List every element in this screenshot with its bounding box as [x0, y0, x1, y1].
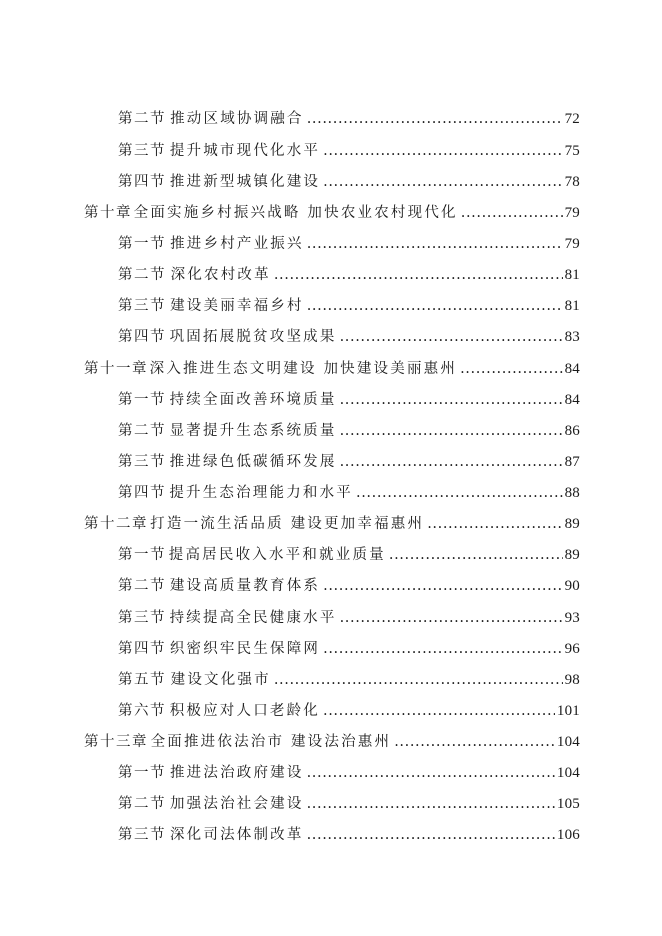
entry-number: 第三节: [118, 143, 166, 159]
toc-chapter-entry[interactable]: [84, 201, 580, 225]
toc-entry[interactable]: [118, 481, 580, 505]
entry-page-number: 79: [564, 236, 580, 252]
entry-page-number: 104: [556, 734, 580, 750]
dot-leader: [356, 481, 563, 505]
dot-leader: [274, 263, 563, 287]
entry-page-number: 89: [564, 516, 580, 532]
dot-leader: [461, 201, 563, 225]
entry-title: 提升城市现代化水平: [169, 143, 321, 159]
toc-entry[interactable]: [118, 823, 580, 847]
toc-entry[interactable]: [118, 294, 580, 318]
entry-page-number: 78: [564, 174, 580, 190]
toc-entry[interactable]: [118, 637, 580, 661]
entry-page-number: 90: [564, 578, 580, 594]
dot-leader: [323, 637, 562, 661]
entry-number: 第一节: [118, 547, 166, 563]
dot-leader: [307, 294, 563, 318]
entry-number: 第三节: [118, 827, 166, 843]
toc-entry[interactable]: [118, 574, 580, 598]
toc-chapter-entry[interactable]: [84, 512, 580, 536]
entry-page-number: 81: [564, 267, 580, 283]
entry-page-number: 96: [564, 641, 580, 657]
entry-title: 提高居民收入水平和就业质量: [168, 547, 386, 563]
entry-page-number: 98: [564, 672, 580, 688]
entry-number: 第二节: [118, 267, 166, 283]
entry-page-number: 105: [556, 796, 580, 812]
toc-entry[interactable]: [118, 263, 580, 287]
entry-title: 推进新型城镇化建设: [169, 174, 321, 190]
toc-entry[interactable]: [118, 792, 580, 816]
entry-number: 第二节: [118, 423, 166, 439]
entry-number: 第三节: [118, 298, 166, 314]
entry-page-number: 86: [564, 423, 580, 439]
toc-entry[interactable]: [118, 668, 580, 692]
chapter-number: 第十章: [84, 205, 132, 221]
entry-title: 推进绿色低碳循环发展: [169, 454, 337, 470]
entry-title: 提升生态治理能力和水平: [169, 485, 354, 501]
toc-entry[interactable]: [118, 606, 580, 630]
entry-title: 深化司法体制改革: [169, 827, 304, 843]
dot-leader: [323, 574, 562, 598]
entry-title: 推进乡村产业振兴: [170, 236, 304, 252]
entry-number: 第二节: [118, 578, 166, 594]
entry-page-number: 93: [564, 610, 580, 626]
entry-page-number: 104: [556, 765, 580, 781]
dot-leader: [340, 606, 563, 630]
entry-title: 加强法治社会建设: [169, 796, 304, 812]
entry-title: 持续提高全民健康水平: [169, 610, 337, 626]
chapter-title: 打造一流生活品质 建设更加幸福惠州: [150, 516, 425, 532]
chapter-number: 第十一章: [84, 361, 148, 377]
dot-leader: [340, 388, 563, 412]
toc-entry[interactable]: [118, 543, 580, 567]
entry-page-number: 84: [564, 361, 580, 377]
toc-entry[interactable]: [118, 450, 580, 474]
entry-number: 第四节: [118, 329, 166, 345]
chapter-title: 全面推进依法治市 建设法治惠州: [150, 734, 392, 750]
entry-number: 第一节: [118, 392, 166, 408]
entry-page-number: 88: [564, 485, 580, 501]
entry-number: 第二节: [118, 111, 166, 127]
dot-leader: [307, 823, 555, 847]
chapter-title: 深入推进生态文明建设 加快建设美丽惠州: [149, 361, 458, 377]
entry-title: 织密织牢民生保障网: [169, 641, 321, 657]
entry-title: 推动区域协调融合: [170, 111, 304, 127]
toc-entry[interactable]: [118, 699, 580, 723]
toc-entry[interactable]: [118, 761, 580, 785]
entry-number: 第二节: [118, 796, 166, 812]
toc-entry[interactable]: [118, 139, 580, 163]
dot-leader: [323, 699, 555, 723]
entry-title: 持续全面改善环境质量: [169, 392, 337, 408]
entry-number: 第五节: [118, 672, 166, 688]
entry-page-number: 79: [564, 205, 580, 221]
dot-leader: [307, 107, 563, 131]
dot-leader: [323, 170, 562, 194]
entry-number: 第三节: [118, 454, 166, 470]
chapter-number: 第十二章: [84, 516, 148, 532]
dot-leader: [389, 543, 563, 567]
dot-leader: [340, 325, 563, 349]
entry-title: 建设文化强市: [170, 672, 271, 688]
dot-leader: [307, 792, 555, 816]
entry-title: 积极应对人口老龄化: [169, 703, 321, 719]
toc-entry[interactable]: [118, 232, 580, 256]
dot-leader: [307, 232, 563, 256]
dot-leader: [460, 357, 563, 381]
toc-chapter-entry[interactable]: [84, 357, 580, 381]
entry-page-number: 84: [564, 392, 580, 408]
entry-page-number: 83: [564, 329, 580, 345]
toc-entry[interactable]: [118, 419, 580, 443]
entry-number: 第四节: [118, 485, 166, 501]
dot-leader: [307, 761, 555, 785]
toc-chapter-entry[interactable]: [84, 730, 580, 754]
dot-leader: [427, 512, 562, 536]
entry-number: 第六节: [118, 703, 166, 719]
dot-leader: [340, 450, 563, 474]
entry-title: 推进法治政府建设: [169, 765, 304, 781]
entry-page-number: 72: [564, 111, 580, 127]
entry-page-number: 89: [564, 547, 580, 563]
entry-title: 建设高质量教育体系: [169, 578, 321, 594]
entry-page-number: 75: [564, 143, 580, 159]
entry-page-number: 87: [564, 454, 580, 470]
entry-number: 第四节: [118, 641, 166, 657]
dot-leader: [394, 730, 555, 754]
entry-page-number: 106: [556, 827, 580, 843]
toc-entry[interactable]: [118, 388, 580, 412]
entry-title: 建设美丽幸福乡村: [170, 298, 304, 314]
entry-number: 第一节: [118, 765, 166, 781]
entry-title: 深化农村改革: [170, 267, 271, 283]
entry-title: 巩固拓展脱贫攻坚成果: [169, 329, 337, 345]
dot-leader: [323, 139, 562, 163]
entry-number: 第一节: [118, 236, 166, 252]
entry-page-number: 81: [564, 298, 580, 314]
entry-title: 显著提升生态系统质量: [169, 423, 337, 439]
entry-number: 第三节: [118, 610, 166, 626]
entry-page-number: 101: [556, 703, 580, 719]
entry-number: 第四节: [118, 174, 166, 190]
chapter-title: 全面实施乡村振兴战略 加快农业农村现代化: [133, 205, 458, 221]
dot-leader: [274, 668, 563, 692]
toc-entry[interactable]: [118, 107, 580, 131]
dot-leader: [340, 419, 563, 443]
toc-entry[interactable]: [118, 325, 580, 349]
chapter-number: 第十三章: [84, 734, 148, 750]
toc-entry[interactable]: [118, 170, 580, 194]
